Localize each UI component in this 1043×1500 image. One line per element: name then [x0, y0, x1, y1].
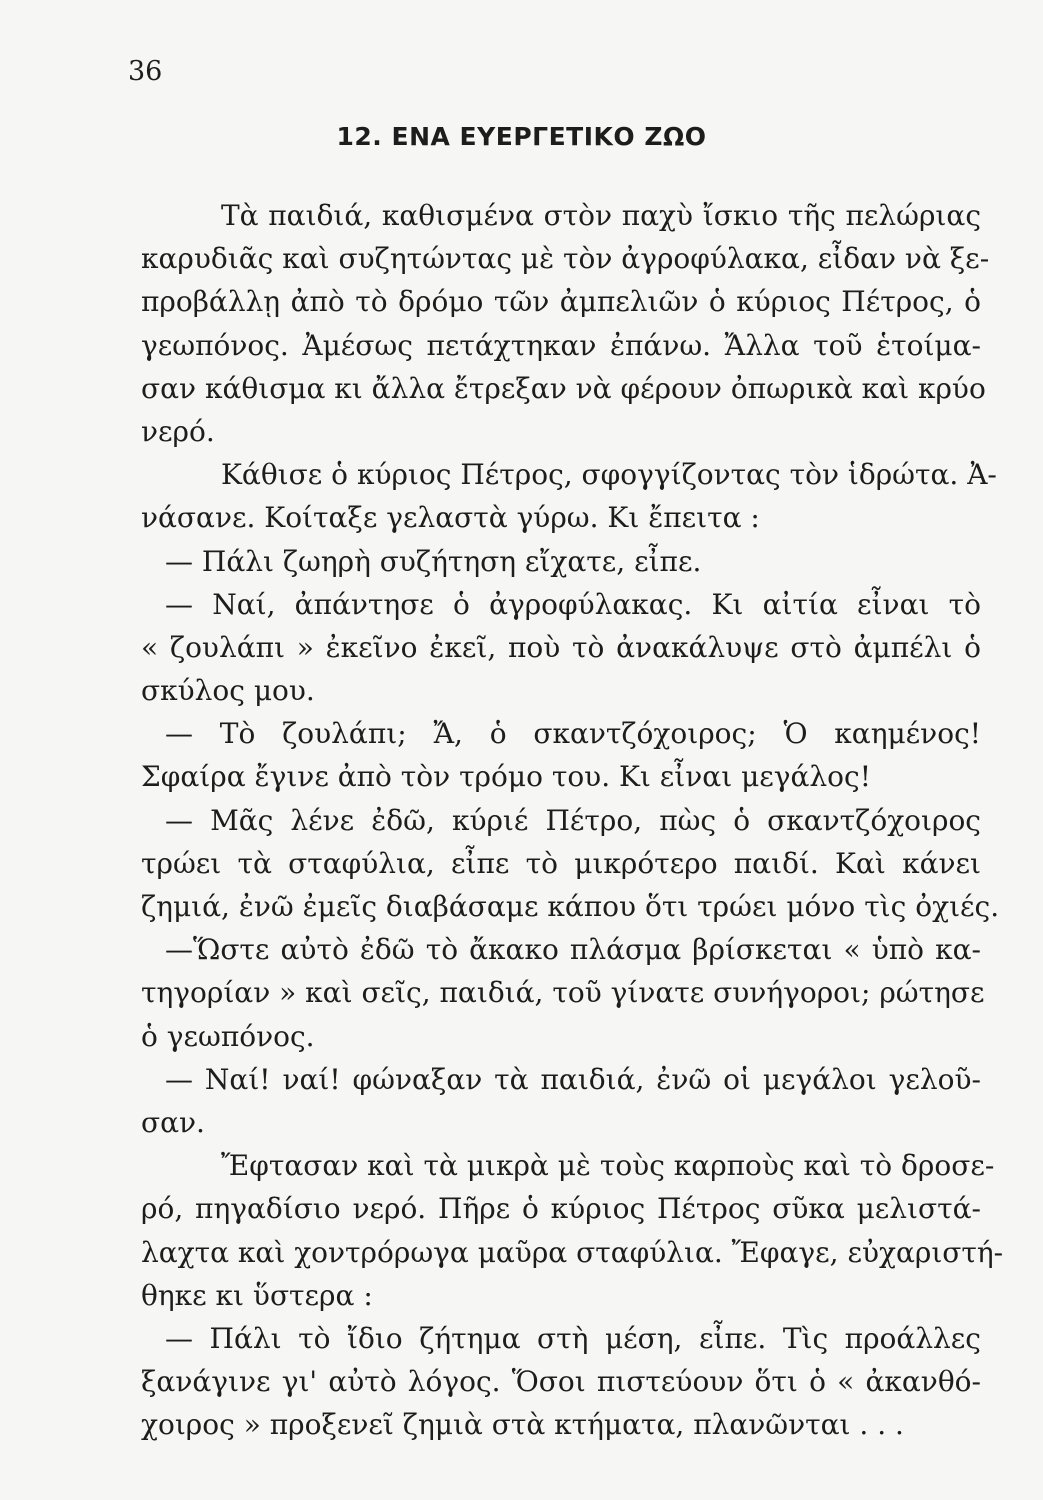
text-line: — Τὸ ζουλάπι; Ἄ, ὁ σκαντζόχοιρος; Ὁ καημένος! [165, 717, 981, 751]
text-line: χοιρος » προξενεῖ ζημιὰ στὰ κτήματα, πλανῶνται . . . [141, 1408, 904, 1442]
text-line: Τὰ παιδιά, καθισμένα στὸν παχὺ ἴσκιο τῆς πελώριας [221, 199, 981, 232]
text-line: Σφαίρα ἔγινε ἀπὸ τὸν τρόμο του. Κι εἶναι μεγάλος! [141, 760, 871, 794]
text-line: —Ὥστε αὐτὸ ἐδῶ τὸ ἄκακο πλάσμα βρίσκεται « ὑπὸ κα- [165, 933, 981, 967]
text-body [141, 194, 1004, 1446]
text-line: τηγορίαν » καὶ σεῖς, παιδιά, τοῦ γίνατε συνήγοροι; ρώτησε [141, 976, 985, 1010]
text-line: λαχτα καὶ χοντρόρωγα μαῦρα σταφύλια. Ἔφαγε, εὐχαριστή- [141, 1235, 1004, 1269]
text-line: καρυδιᾶς καὶ συζητώντας μὲ τὸν ἀγροφύλακα, εἶδαν νὰ ξε- [141, 242, 990, 276]
text-line: Ἔφτασαν καὶ τὰ μικρὰ μὲ τοὺς καρποὺς καὶ τὸ δροσε- [221, 1149, 995, 1183]
text-line: τρώει τὰ σταφύλια, εἶπε τὸ μικρότερο παιδί. Καὶ κάνει [141, 846, 981, 880]
text-line: — Μᾶς λένε ἐδῶ, κύριέ Πέτρο, πὼς ὁ σκαντζόχοιρος [165, 803, 981, 837]
page-number: 36 [128, 56, 163, 87]
text-line: — Ναί! ναί! φώναξαν τὰ παιδιά, ἐνῶ οἱ μεγάλοι γελοῦ- [165, 1062, 981, 1096]
text-line: Κάθισε ὁ κύριος Πέτρος, σφογγίζοντας τὸν ἱδρώτα. Ἀ- [221, 458, 997, 492]
text-line: προβάλλῃ ἀπὸ τὸ δρόμο τῶν ἀμπελιῶν ὁ κύριος Πέτρος, ὁ [141, 285, 981, 319]
text-line: νερό. [141, 414, 215, 448]
text-line: σαν κάθισμα κι ἄλλα ἔτρεξαν νὰ φέρουν ὀπωρικὰ καὶ κρύο [141, 371, 986, 405]
text-line: « ζουλάπι » ἐκεῖνο ἐκεῖ, ποὺ τὸ ἀνακάλυψε στὸ ἀμπέλι ὁ [141, 630, 981, 664]
text-line: θηκε κι ὕστερα : [141, 1278, 373, 1312]
text-line: ζημιά, ἐνῶ ἐμεῖς διαβάσαμε κάπου ὅτι τρώει μόνο τὶς ὀχιές. [141, 890, 1000, 923]
text-line: ὁ γεωπόνος. [141, 1019, 315, 1053]
text-line: — Πάλι ζωηρὴ συζήτηση εἴχατε, εἶπε. [165, 544, 702, 578]
text-line: — Ναί, ἀπάντησε ὁ ἀγροφύλακας. Κι αἰτία εἶναι τὸ [165, 587, 981, 621]
text-line: ξανάγινε γι' αὐτὸ λόγος. Ὅσοι πιστεύουν ὅτι ὁ « ἀκανθό- [141, 1365, 981, 1399]
text-line: σαν. [141, 1105, 205, 1139]
chapter-title: 12. ΕΝΑ ΕΥΕΡΓΕΤΙΚΟ ΖΩΟ [336, 122, 707, 151]
text-line: ρό, πηγαδίσιο νερό. Πῆρε ὁ κύριος Πέτρος σῦκα μελιστά- [141, 1192, 981, 1226]
text-line: σκύλος μου. [141, 674, 315, 708]
text-line: — Πάλι τὸ ἴδιο ζήτημα στὴ μέση, εἶπε. Τὶς προάλλες [165, 1321, 981, 1355]
text-line: γεωπόνος. Ἀμέσως πετάχτηκαν ἐπάνω. Ἄλλα τοῦ ἑτοίμα- [141, 328, 981, 362]
text-line: νάσανε. Κοίταξε γελαστὰ γύρω. Κι ἔπειτα : [141, 501, 760, 535]
